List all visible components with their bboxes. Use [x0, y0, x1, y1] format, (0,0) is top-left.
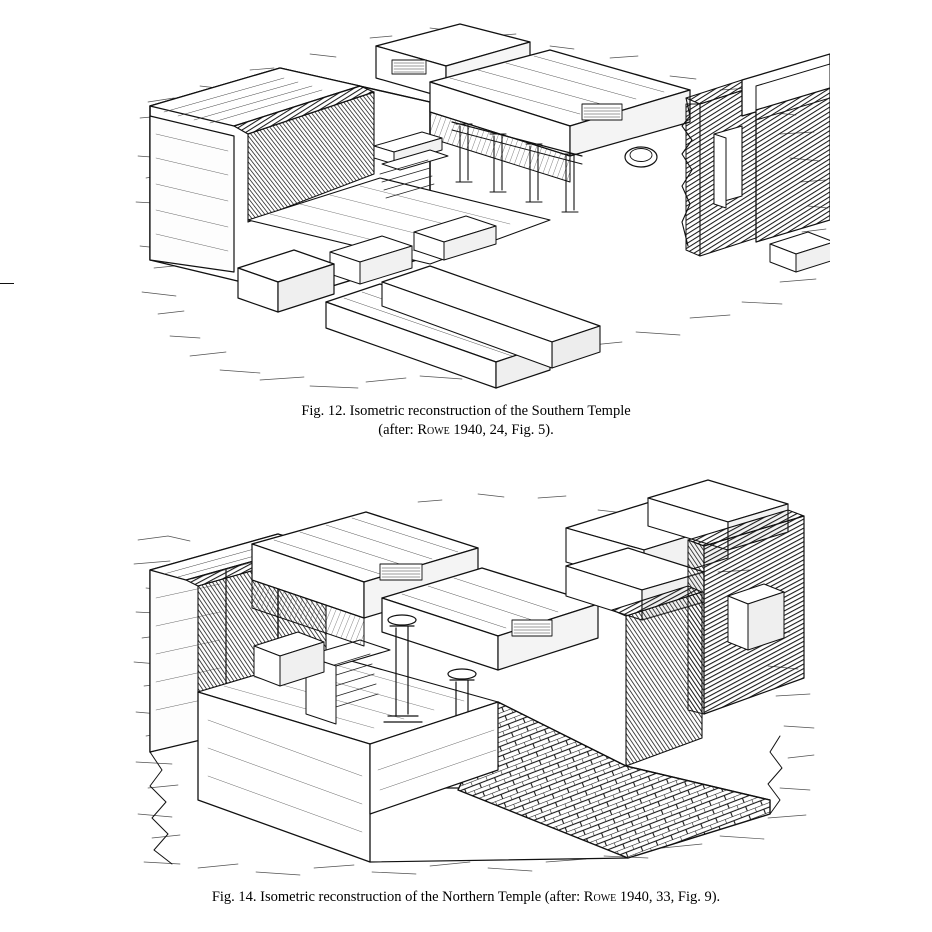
- figure-12-caption: [0, 402, 932, 440]
- figure-12-caption-suffix: 1940, 24, Fig. 5).: [449, 422, 554, 439]
- figure-12-caption-prefix: (after:: [378, 422, 418, 439]
- figure-14-caption: [0, 888, 932, 907]
- figure-14: [0, 470, 932, 907]
- figure-12-caption-line-1: Fig. 12. Isometric reconstruction of the Southern Temple: [301, 403, 631, 419]
- isometric-line-drawing-northern-temple: [128, 470, 818, 882]
- figure-14-caption-suffix: 1940, 33, Fig. 9).: [616, 889, 721, 905]
- figure-14-caption-prefix: Fig. 14. Isometric reconstruction of the Northern Temple (after:: [211, 889, 584, 905]
- figure-14-caption-source: Rowe: [583, 889, 617, 905]
- isometric-line-drawing-southern-temple: [130, 6, 830, 396]
- figure-12: [0, 6, 932, 440]
- figure-14-caption-line-1: [0, 888, 932, 907]
- figure-12-caption-source: Rowe: [417, 422, 450, 439]
- figure-12-caption-line-2: [0, 421, 932, 440]
